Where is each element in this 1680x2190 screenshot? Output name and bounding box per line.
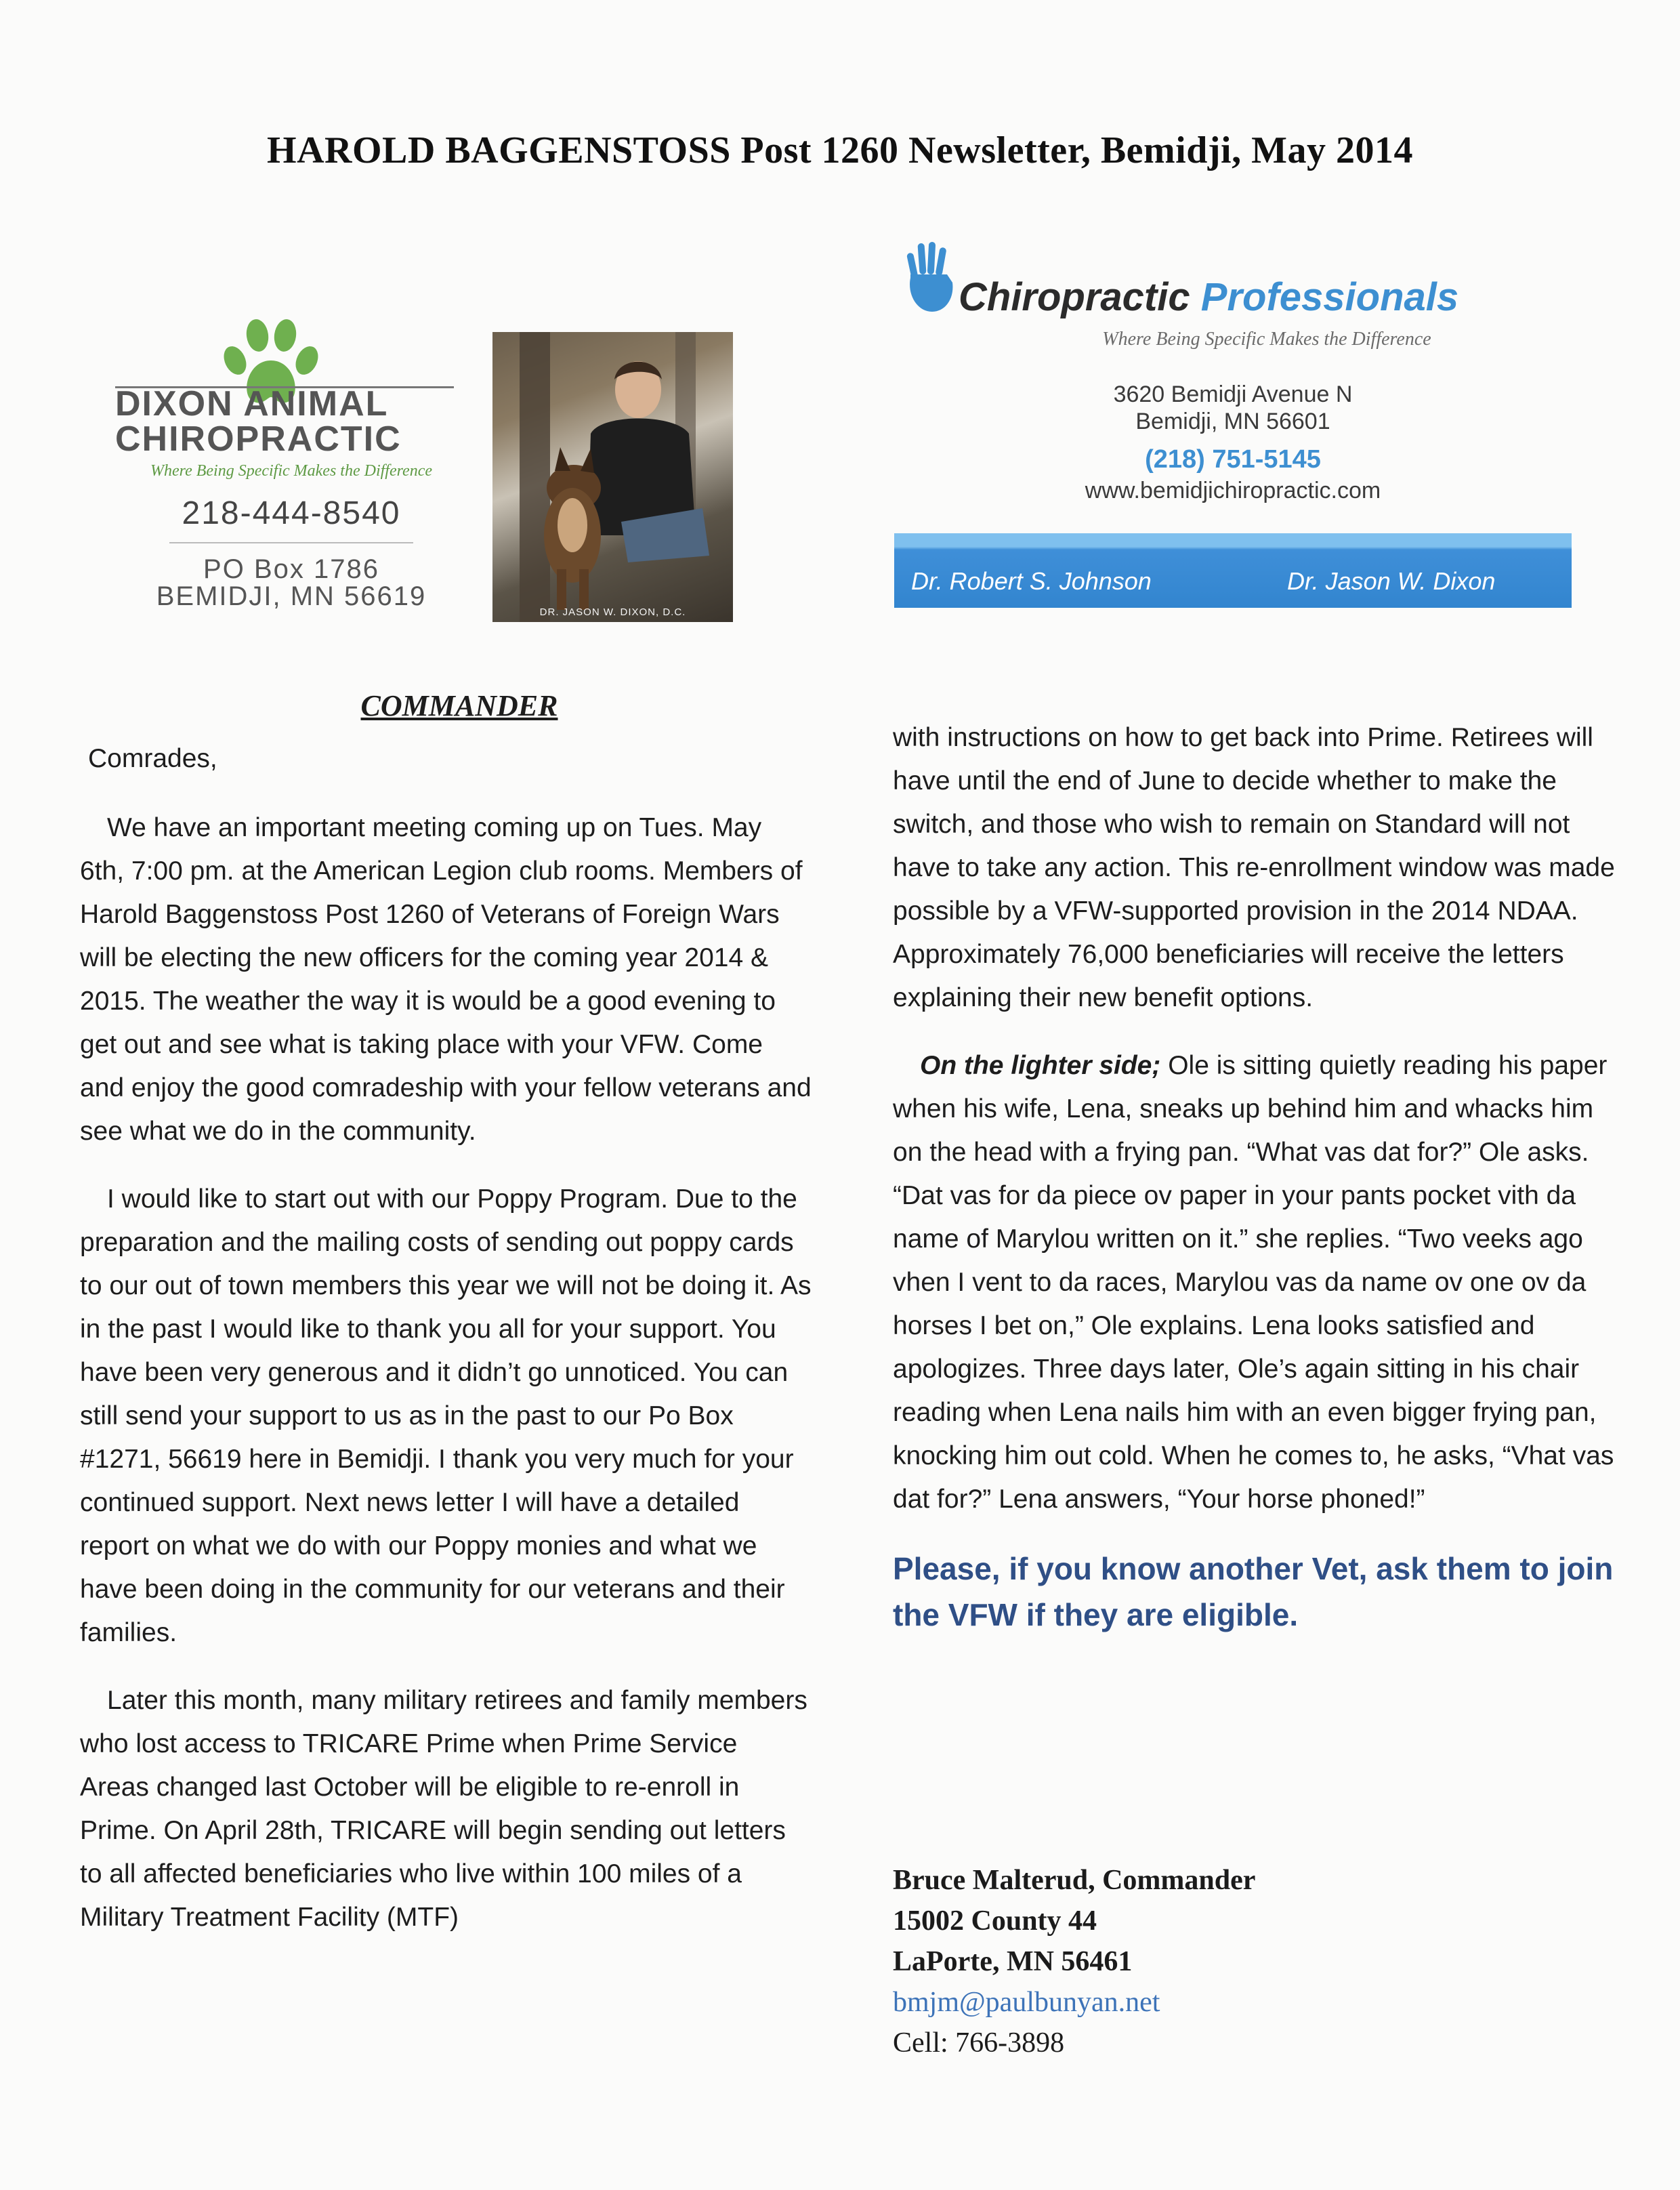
paragraph-tricare-continued: with instructions on how to get back into Prime. Retirees will have until the end of June to decide whether to make the switch, and those who wish to remain on Standard will not have to take any action. This re-enrollment window was made possible by a VFW-supported provision in the 2014 NDAA. Approximately 76,000 beneficiaries will receive the letters explaining their new benefit options.: [893, 723, 1615, 1012]
salutation: Comrades,: [88, 744, 217, 773]
signature-email-link[interactable]: bmjm@paulbunyan.net: [893, 1987, 1160, 2018]
commander-column-left: [80, 684, 812, 1964]
paragraph-meeting: We have an important meeting coming up on Tues. May 6th, 7:00 pm. at the American Legion club rooms. Members of Harold Baggenstoss Post 1260 of Veterans of Foreign Wars will be electing the new officers for the coming year 2014 & 2015. The weather the way it is would be a good evening to get out and see what is taking place with your VFW. Come and enjoy the good comradeship with your fellow veterans and see what we do in the community.: [80, 813, 812, 1146]
chiro-doctors-bar: [894, 533, 1572, 608]
paragraph-poppy-program: I would like to start out with our Poppy Program. Due to the preparation and the mailing costs of sending out poppy cards to our out of town members this year we will not be doing it. As in the past I would like to thank you all for your support. You have been very generous and it didn’t go unnoticed. You can still send your support to us as in the past to our Po Box #1271, 56619 here in Bemidji. I thank you very much for your continued support. Next news letter I will have a detailed report on what we do with our Poppy monies and what we have been doing in the community for our veterans and their families.: [80, 1184, 812, 1647]
dixon-address-line1: PO Box 1786: [203, 554, 379, 584]
section-heading: COMMANDER: [360, 689, 558, 722]
chiropractic-professionals-ad: [894, 241, 1572, 610]
photo-illustration: [492, 332, 733, 622]
signature-address-line2: LaPorte, MN 56461: [893, 1946, 1133, 1977]
chiro-website: www.bemidjichiropractic.com: [1085, 478, 1381, 503]
newsletter-title: HAROLD BAGGENSTOSS Post 1260 Newsletter, Bemidji, May 2014: [267, 129, 1413, 171]
paragraph-tricare: Later this month, many military retirees and family members who lost access to TRICARE Prime when Prime Service Areas changed last October will be eligible to re-enroll in Prime. On April 28th, TRICARE will begin sending out letters to all affected beneficiaries who live within 100 miles of a Military Treatment Facility (MTF): [80, 1686, 807, 1932]
chiro-name-word2: Professionals: [1200, 275, 1459, 319]
chiro-address-line1: 3620 Bemidji Avenue N: [1113, 381, 1353, 407]
dixon-name-line1: DIXON ANIMAL: [115, 384, 389, 423]
dixon-tagline: Where Being Specific Makes the Difference: [150, 462, 433, 480]
doctor-with-dog-photo: [492, 332, 733, 622]
lighter-side-text: Ole is sitting quietly reading his paper when his wife, Lena, sneaks up behind him and whacks him on the head with a frying pan. “What vas dat for?” Ole asks. “Dat vas for da piece ov paper in your pants pocket vith da name of Marylou written on it.” she replies. “Two veeks ago vhen I vent to da races, Marylou vas da name ov one ov da horses I bet on,” Ole explains. Lena looks satisfied and apologizes. Three days later, Ole’s again sitting in his chair reading when Lena nails him with an even bigger frying pan, knocking him out cold. When he comes to, he asks, “Vhat vas dat for?” Lena answers, “Your horse phoned!”: [893, 1051, 1614, 1514]
photo-caption: DR. JASON W. DIXON, D.C.: [539, 606, 686, 618]
hand-print-icon: [904, 241, 958, 315]
dixon-animal-chiropractic-ad: [102, 318, 481, 630]
paragraph-lighter-side: [893, 1044, 1624, 1521]
dixon-rule: [169, 542, 413, 543]
chiro-address-line2: Bemidji, MN 56601: [1135, 409, 1330, 434]
chiro-business-name: [959, 274, 1458, 320]
signature-address-line1: 15002 County 44: [893, 1905, 1097, 1937]
chiro-doctor-1: Dr. Robert S. Johnson: [911, 567, 1152, 595]
signature-name: Bruce Malterud, Commander: [893, 1865, 1256, 1896]
signature-cell: Cell: 766-3898: [893, 2027, 1065, 2059]
chiro-doctor-2: Dr. Jason W. Dixon: [1287, 567, 1496, 595]
dixon-name-line2: CHIROPRACTIC: [115, 419, 402, 459]
chiro-phone: (218) 751-5145: [1145, 445, 1321, 474]
chiro-name-word1: Chiropractic: [959, 275, 1190, 319]
dixon-address-line2: BEMIDJI, MN 56619: [156, 581, 427, 611]
dixon-business-name: [115, 386, 467, 457]
signature-block: [893, 1860, 1503, 2063]
chiro-tagline: Where Being Specific Makes the Difference: [1102, 329, 1431, 350]
lighter-side-lead: On the lighter side;: [920, 1051, 1161, 1080]
join-vfw-callout: Please, if you know another Vet, ask them to join the VFW if they are eligible.: [893, 1551, 1614, 1632]
dixon-phone: 218-444-8540: [182, 495, 401, 531]
dixon-address: [102, 556, 481, 610]
commander-column-right: [893, 716, 1624, 1638]
